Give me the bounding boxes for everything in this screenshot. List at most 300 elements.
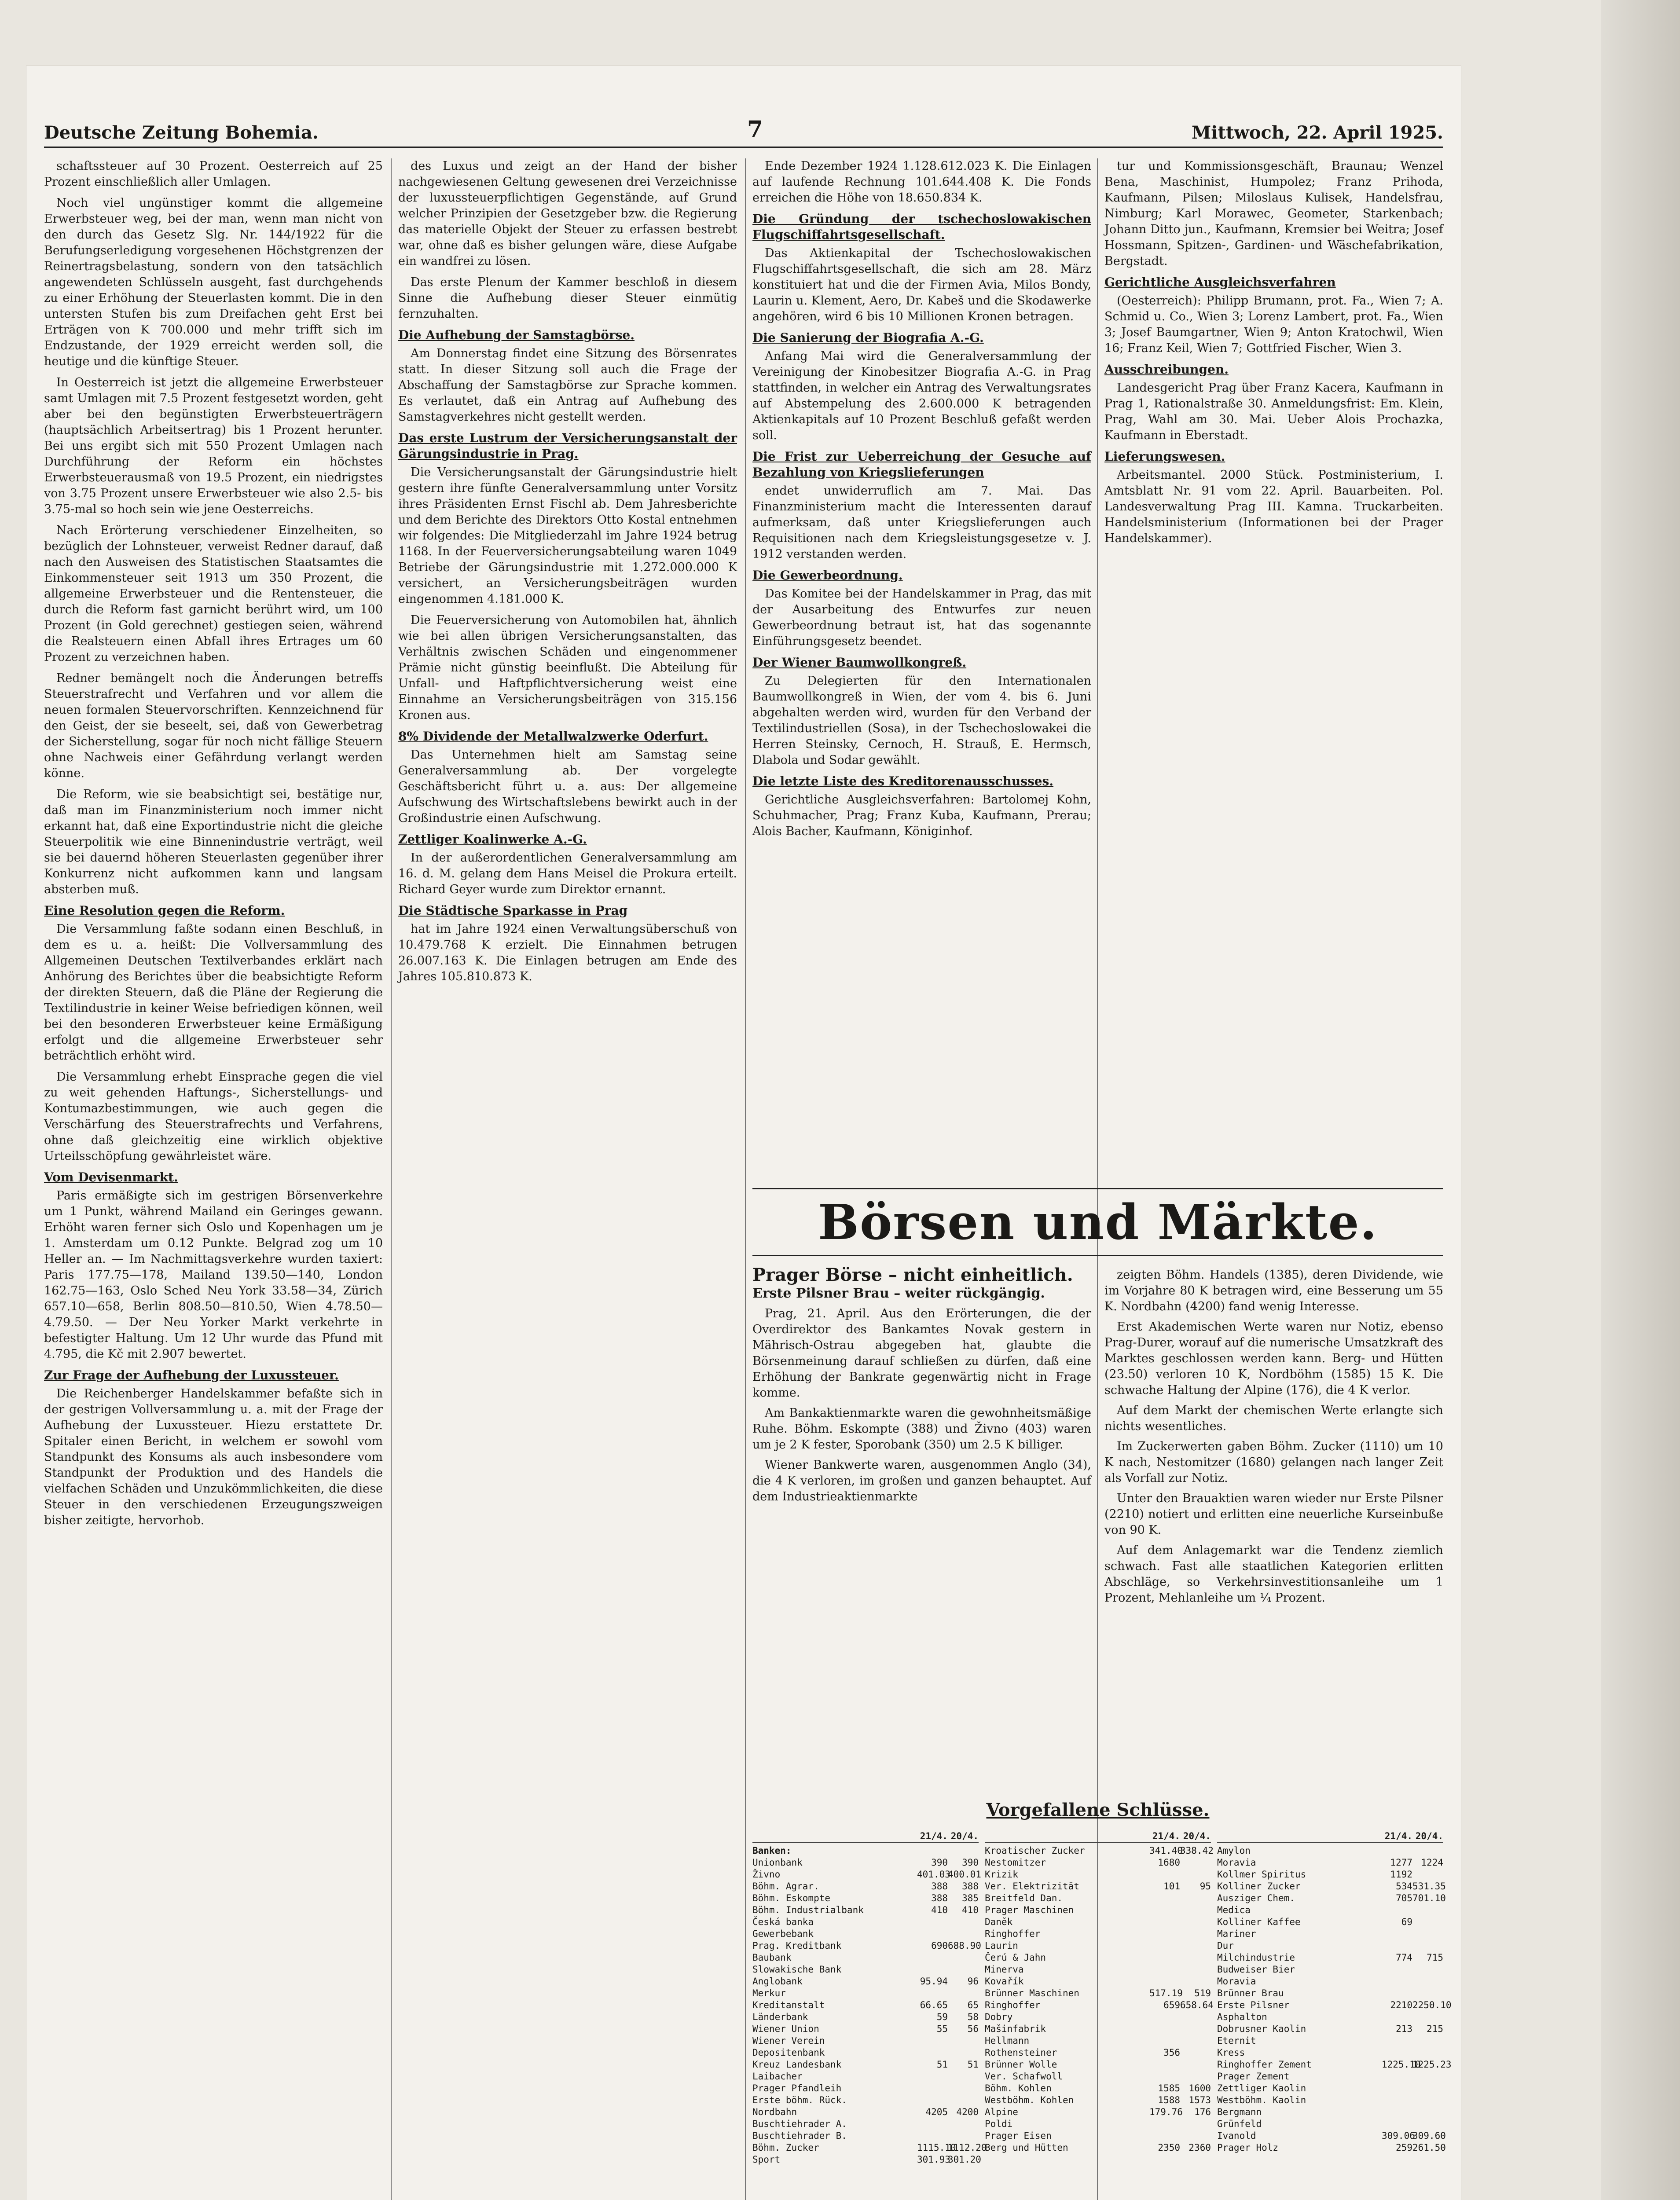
- quote-row: [985, 2035, 1211, 2047]
- quote-value: 705: [1396, 1893, 1412, 1903]
- report-paragraph: Wiener Bankwerte waren, ausgenommen Anglo (34), die 4 K verloren, im großen und ganzen behauptet. Auf dem Industrieaktienmarkte: [752, 1458, 1091, 1503]
- quote-value: 690: [931, 1940, 948, 1951]
- quote-row: [752, 2035, 979, 2047]
- quote-value: 1192: [1390, 1869, 1412, 1880]
- quote-value: [1180, 1940, 1211, 1952]
- quote-name: Kolliner Zucker: [1217, 1881, 1301, 1892]
- article-heading: Zur Frage der Aufhebung der Luxussteuer.: [44, 1368, 339, 1382]
- quotes-header-cell: [752, 1830, 917, 1842]
- quote-name: Prager Holz: [1217, 2142, 1279, 2153]
- quote-value: [1412, 1869, 1443, 1881]
- quote-value: 101: [1163, 1881, 1180, 1892]
- quote-name: Kreuz Landesbank: [752, 2059, 842, 2070]
- quote-name: Erste Pilsner: [1217, 2000, 1290, 2010]
- quote-row: [1217, 1964, 1443, 1976]
- quote-row: [1217, 2047, 1443, 2059]
- quote-value: 1600: [1188, 2083, 1211, 2094]
- article-paragraph: Noch viel ungünstiger kommt die allgemeine Erwerbsteuer weg, bei der man, wenn man nicht von den durch das Gesetz Slg. Nr. 144/1922 für die Berufungserledigung vorgesehenen Höchstgrenzen der Reinertragsbelastung, sondern von den tatsächlich angewendeten Schlüsseln ausgeht, fast durchgehends zu einer Erhöhung der Steuerlasten kommt. Die in den untersten Stufen bis zum Dreifachen geht Erst bei Erträgen von K 700.000 und mehr trifft sich im Endzustande, der 1929 erreicht werden soll, die heutige und die künftige Steuer.: [44, 196, 383, 368]
- quote-name: Ringhoffer: [985, 2000, 1041, 2010]
- quote-value: [1149, 2035, 1180, 2047]
- quote-value: [1382, 1987, 1412, 1999]
- quote-value: [1149, 2071, 1180, 2083]
- quote-row: [752, 2023, 979, 2035]
- quote-value: 356: [1163, 2047, 1180, 2058]
- quote-name: Ivanold: [1217, 2130, 1256, 2141]
- quote-name: Böhm. Zucker: [752, 2142, 819, 2153]
- quote-name: Brünner Wolle: [985, 2059, 1057, 2070]
- quote-name: Laurin: [985, 1940, 1018, 1951]
- article-paragraph: Die Versammlung erhebt Einsprache gegen die viel zu weit gehenden Haftungs-, Sicherstellungs- und Kontumazbestimmungen, wie auch gegen die Verschärfung des Steuerstrafrechts und Verfahrens, ohne daß gleichzeitig eine wirklich objektive Urteilsschöpfung gewährleistet wäre.: [44, 1070, 383, 1163]
- quote-value: 1277: [1390, 1857, 1412, 1868]
- quote-name: Ringhoffer: [985, 1929, 1041, 1939]
- quote-value: 309.06: [1382, 2130, 1415, 2141]
- article-paragraph: Am Donnerstag findet eine Sitzung des Börsenrates statt. In dieser Sitzung soll auch die Frage der Abschaffung der Samstagbörse zur Sprache kommen. Es verlautet, daß ein Antrag auf Aufhebung des Samstagverkehres nicht gestellt werden.: [398, 347, 737, 424]
- quote-row: [752, 2130, 979, 2142]
- quote-name: Prager Zement: [1217, 2071, 1290, 2082]
- quote-value: [1412, 2083, 1443, 2094]
- quote-name: Živno: [752, 1869, 781, 1880]
- quote-value: [1412, 1904, 1443, 1916]
- quote-row: [1217, 1869, 1443, 1881]
- quote-name: Alpine: [985, 2107, 1018, 2117]
- quote-row: [1217, 1976, 1443, 1987]
- masthead-left: Deutsche Zeitung Bohemia.: [44, 122, 319, 143]
- quote-name: Milchindustrie: [1217, 1952, 1295, 1963]
- quote-value: 1224: [1421, 1857, 1443, 1868]
- quote-name: Dur: [1217, 1940, 1234, 1951]
- quotes-header-cell: [985, 1830, 1149, 1842]
- quote-name: Česká banka: [752, 1917, 814, 1927]
- quote-value: [1382, 2118, 1412, 2130]
- quote-name: Prag. Kreditbank: [752, 1940, 842, 1951]
- quote-value: [1149, 1976, 1180, 1987]
- article-paragraph: Nach Erörterung verschiedener Einzelheiten, so bezüglich der Lohnsteuer, verweist Redner darauf, daß nach den Ausweisen des Statistischen Staatsamtes die Einkommensteuer seit 1913 um 350 Prozent, die allgemeine Erwerbsteuer und die Rentensteuer, die durch die Reform fast garnicht berührt wird, um 100 Prozent (in Gold gerechnet) gestiegen seien, während die Realsteuern einen Abfall ihres Ertrages um 60 Prozent zu verzeichnen haben.: [44, 524, 383, 664]
- quote-row: [752, 2154, 979, 2166]
- quote-value: 534: [1396, 1881, 1412, 1892]
- article-heading: Zettliger Koalinwerke A.-G.: [398, 832, 587, 847]
- quote-value: [1382, 1928, 1412, 1940]
- quote-value: [1382, 2047, 1412, 2059]
- quote-value: [1412, 2047, 1443, 2059]
- quote-value: 4205: [925, 2107, 948, 2117]
- article-paragraph: Die Feuerversicherung von Automobilen hat, ähnlich wie bei allen übrigen Versicherungsanstalten, das Verhältnis zwischen Schäden und eingenommener Prämie nicht günstig beeinflußt. Die Abteilung für Unfall- und Haftpflichtversicherung weist eine Einnahme an Versicherungsbeiträgen von 315.156 Kronen aus.: [398, 613, 737, 722]
- quotes-header-cell: 20/4.: [1183, 1831, 1211, 1841]
- scan-edge: [1601, 0, 1680, 2200]
- quote-value: [1180, 2071, 1211, 2083]
- quote-row: [985, 2059, 1211, 2071]
- quote-value: [1180, 1869, 1211, 1881]
- quote-name: Kress: [1217, 2047, 1245, 2058]
- quote-row: [752, 1857, 979, 1869]
- quote-row: [1217, 2011, 1443, 2023]
- quote-row: [1217, 2023, 1443, 2035]
- quotes-header-cell: 20/4.: [950, 1831, 979, 1841]
- quote-value: 1112.20: [948, 2142, 987, 2153]
- quote-row: [1217, 1916, 1443, 1928]
- quote-value: 388: [931, 1893, 948, 1903]
- quote-row: [985, 1916, 1211, 1928]
- quote-value: [917, 1916, 948, 1928]
- quote-value: [948, 1987, 979, 1999]
- quote-row: [1217, 2142, 1446, 2154]
- quote-value: 309.60: [1412, 2130, 1446, 2141]
- quote-name: Ver. Schafwoll: [985, 2071, 1063, 2082]
- quote-name: Böhm. Industrialbank: [752, 1905, 864, 1915]
- quote-name: Kroatischer Zucker: [985, 1845, 1085, 1856]
- quote-value: [1412, 2035, 1443, 2047]
- article-paragraph: Anfang Mai wird die Generalversammlung der Vereinigung der Kinobesitzer Biografia A.-G. in Prag stattfinden, in welcher ein Antrag des Verwaltungsrates auf Abstempelung des 2.600.000 K betragenden Aktienkapitals auf 10 Prozent Beschluß gefaßt werden soll.: [752, 349, 1091, 442]
- quote-name: Erste böhm. Rück.: [752, 2095, 847, 2105]
- quote-value: 1225.23: [1412, 2059, 1452, 2070]
- article-heading: Der Wiener Baumwollkongreß.: [752, 655, 967, 670]
- report-paragraph: Am Bankaktienmarkte waren die gewohnheitsmäßige Ruhe. Böhm. Eskompte (388) und Živno (403) waren um je 2 K fester, Sporobank (350) um 2.5 K billiger.: [752, 1406, 1091, 1452]
- article-paragraph: Das Aktienkapital der Tschechoslowakischen Flugschiffahrtsgesellschaft, die sich am 28. März konstituiert hat und die der Firmen Avia, Milos Bondy, Laurin u. Klement, Aero, Dr. Kabeš und die Skodawerke angehören, wird 6 bis 10 Millionen Kronen betragen.: [752, 246, 1091, 323]
- quote-value: 69: [1401, 1917, 1412, 1927]
- quote-row: [1217, 1952, 1443, 1964]
- masthead-date: Mittwoch, 22. April 1925.: [1191, 122, 1443, 143]
- article-paragraph: Landesgericht Prag über Franz Kacera, Kaufmann in Prag 1, Rationalstraße 30. Anmeldungsfrist: Em. Klein, Prag, Wahl am 30. Mai. Ueber Alois Prochazka, Kaufmann in Eberstadt.: [1104, 381, 1443, 442]
- quote-row: [1217, 2035, 1443, 2047]
- quote-value: 1588: [1158, 2095, 1180, 2105]
- quote-value: 65: [967, 2000, 979, 2010]
- quote-value: [948, 1928, 979, 1940]
- quote-name: Baubank: [752, 1952, 792, 1963]
- quote-value: 1585: [1158, 2083, 1180, 2094]
- quote-row: [985, 2023, 1211, 2035]
- quote-row: [985, 1904, 1211, 1916]
- quote-name: Länderbank: [752, 2012, 808, 2022]
- quote-name: Krizik: [985, 1869, 1018, 1880]
- article-heading: Die Frist zur Ueberreichung der Gesuche auf Bezahlung von Kriegslieferungen: [752, 449, 1091, 480]
- quote-value: 658.64: [1180, 2000, 1214, 2010]
- quote-row: [985, 1952, 1211, 1964]
- quote-value: 96: [967, 1976, 979, 1987]
- quote-name: Sport: [752, 2154, 781, 2165]
- quote-value: [1149, 1904, 1180, 1916]
- quote-row: [1217, 2083, 1443, 2094]
- report-paragraph: Auf dem Anlagemarkt war die Tendenz ziemlich schwach. Fast alle staatlichen Kategorien erlitten Abschläge, so Verkehrsinvestitionsanleihe um 1 Prozent, Mehlanleihe um ¼ Prozent.: [1104, 1544, 1443, 1605]
- quote-name: Ausziger Chem.: [1217, 1893, 1295, 1903]
- quote-value: [1412, 1928, 1443, 1940]
- article-paragraph: Die Versammlung faßte sodann einen Beschluß, in dem es u. a. heißt: Die Vollversammlung des Allgemeinen Deutschen Textilverbandes erklärt nach Anhörung des Berichtes über die beabsichtigte Reform der direkten Steuern, daß die Pläne der Regierung die Textilindustrie in keiner Weise befriedigen können, weil bei den besonderen Erwerbsteuer keine Ermäßigung erfolgt und die allgemeine Erwerbsteuer sehr beträchtlich erhöht wird.: [44, 922, 383, 1063]
- columns: [44, 158, 1452, 2200]
- quote-value: [948, 2094, 979, 2106]
- quote-name: Moravia: [1217, 1976, 1256, 1987]
- quote-name: Böhm. Kohlen: [985, 2083, 1052, 2094]
- quote-value: [1412, 1964, 1443, 1976]
- quote-name: Kolliner Kaffee: [1217, 1917, 1301, 1927]
- quote-name: Asphalton: [1217, 2012, 1267, 2022]
- quote-name: Westböhm. Kohlen: [985, 2095, 1074, 2105]
- article-paragraph: In der außerordentlichen Generalversammlung am 16. d. M. gelang dem Hans Meisel die Prokura erteilt. Richard Geyer wurde zum Direktor ernannt.: [398, 851, 737, 896]
- quote-value: 341.40: [1149, 1845, 1183, 1856]
- quotes-table: [752, 1830, 1452, 2200]
- quote-name: Depositenbank: [752, 2047, 825, 2058]
- quote-value: [1412, 2071, 1443, 2083]
- market-report: [752, 1267, 1091, 1509]
- quote-value: 519: [1194, 1988, 1211, 1998]
- quote-value: [1180, 1928, 1211, 1940]
- quote-row: [752, 1869, 979, 1881]
- quote-value: 1573: [1188, 2095, 1211, 2105]
- quote-row: [752, 2142, 987, 2154]
- quotes-header-cell: [1217, 1830, 1382, 1842]
- quote-value: 2360: [1188, 2142, 1211, 2153]
- quote-row: [985, 2130, 1211, 2142]
- quote-value: [1382, 2106, 1412, 2118]
- article-paragraph: Ende Dezember 1924 1.128.612.023 K. Die Einlagen auf laufende Rechnung 101.644.408 K. Die Fonds erreichen die Höhe von 18.650.834 K.: [752, 159, 1091, 205]
- quote-value: 401.03: [917, 1869, 950, 1880]
- quote-value: [917, 1928, 948, 1940]
- quote-value: 51: [936, 2059, 948, 2070]
- quote-value: [917, 2071, 948, 2083]
- quote-value: [1149, 1964, 1180, 1976]
- quote-row: [1217, 1845, 1443, 1857]
- quote-value: [1180, 2130, 1211, 2142]
- quote-name: Slowakische Bank: [752, 1964, 842, 1975]
- quote-row: [985, 1976, 1211, 1987]
- quotes-header: [985, 1830, 1211, 1843]
- quote-name: Brünner Brau: [1217, 1988, 1284, 1998]
- quote-value: [1412, 1987, 1443, 1999]
- quote-value: [1412, 2094, 1443, 2106]
- quote-name: Moravia: [1217, 1857, 1256, 1868]
- quote-name: Wiener Union: [752, 2024, 819, 2034]
- article-paragraph: Das Komitee bei der Handelskammer in Prag, das mit der Ausarbeitung des Entwurfes zur neuen Gewerbeordnung betraut ist, hat das sogenannte Einführungsgesetz beendet.: [752, 587, 1091, 648]
- newspaper-page: [26, 66, 1461, 2200]
- quote-row: [752, 1892, 979, 1904]
- quote-row: [752, 2118, 979, 2130]
- quote-name: Poldi: [985, 2119, 1013, 2129]
- quote-value: [917, 2035, 948, 2047]
- quote-value: [1149, 1952, 1180, 1964]
- article-paragraph: Das Unternehmen hielt am Samstag seine Generalversammlung ab. Der vorgelegte Geschäftsbericht führt u. a. aus: Der allgemeine Aufschwung des Wirtschaftslebens bewirkt auch in der Großindustrie einen Aufschwung.: [398, 748, 737, 825]
- quote-value: [948, 2071, 979, 2083]
- quote-row: [1217, 2071, 1443, 2083]
- quote-value: 531.35: [1412, 1881, 1446, 1892]
- quote-name: Mariner: [1217, 1929, 1256, 1939]
- quote-value: [1149, 2023, 1180, 2035]
- quote-value: [1180, 1964, 1211, 1976]
- quote-name: Böhm. Agrar.: [752, 1881, 819, 1892]
- quote-name: Dobrusner Kaolin: [1217, 2024, 1306, 2034]
- report-subhead: Erste Pilsner Brau – weiter rückgängig.: [752, 1286, 1045, 1301]
- article-paragraph: Das erste Plenum der Kammer beschloß in diesem Sinne die Aufhebung dieser Steuer einmütig fernzuhalten.: [398, 275, 737, 321]
- quote-name: Čerú & Jahn: [985, 1952, 1046, 1963]
- quote-value: 301.20: [948, 2154, 981, 2165]
- quote-row: [752, 1916, 979, 1928]
- quote-row: [752, 2071, 979, 2083]
- quote-value: 1225.10: [1382, 2059, 1421, 2070]
- quotes-column: [752, 1830, 987, 2200]
- quote-value: 261.50: [1412, 2142, 1446, 2153]
- report-paragraph: Prag, 21. April. Aus den Erörterungen, die der Overdirektor des Bankamtes Novak gestern in Mährisch-Ostrau abgegeben hat, glaubte die Börsenmeinung darauf schließen zu dürfen, daß eine Erhöhung der Bankrate gegenwärtig nicht in Frage komme.: [752, 1307, 1091, 1400]
- quote-row: [985, 1940, 1211, 1952]
- quote-row: [752, 2083, 979, 2094]
- quotes-header-cell: 21/4.: [920, 1831, 948, 1841]
- quote-row: [1217, 2106, 1443, 2118]
- quote-name: Buschtiehrader B.: [752, 2130, 847, 2141]
- quote-row: [752, 1928, 979, 1940]
- article-heading: Die Gründung der tschechoslowakischen Flugschiffahrtsgesellschaft.: [752, 212, 1091, 242]
- quote-name: Buschtiehrader A.: [752, 2119, 847, 2129]
- quote-value: 390: [962, 1857, 979, 1868]
- quote-value: 301.93: [917, 2154, 950, 2165]
- quote-value: 4200: [956, 2107, 979, 2117]
- quote-value: 2350: [1158, 2142, 1180, 2153]
- quote-value: [1149, 2059, 1180, 2071]
- quote-row: [985, 2011, 1211, 2023]
- quote-value: [917, 2094, 948, 2106]
- column-rule: [745, 158, 746, 2200]
- quote-value: [1412, 2011, 1443, 2023]
- quote-name: Merkur: [752, 1988, 786, 1998]
- quote-value: 176: [1194, 2107, 1211, 2117]
- quote-name: Budweiser Bier: [1217, 1964, 1295, 1975]
- quote-value: [948, 1952, 979, 1964]
- quotes-column: [985, 1830, 1214, 2200]
- quote-value: 179.76: [1149, 2107, 1183, 2117]
- quote-value: 388: [931, 1881, 948, 1892]
- quote-value: [1382, 1845, 1412, 1857]
- quote-name: Hellmann: [985, 2035, 1030, 2046]
- quote-value: 659: [1163, 2000, 1180, 2010]
- quote-name: Minerva: [985, 1964, 1024, 1975]
- article-paragraph: Die Versicherungsanstalt der Gärungsindustrie hielt gestern ihre fünfte Generalversammlung unter Vorsitz ihres Präsidenten Ernst Fischl ab. Dem Jahresberichte und dem Berichte des Direktors Otto Kostal entnehmen wir folgendes: Die Mitgliederzahl im Jahre 1924 betrug 1168. In der Feuerversicherungsabteilung waren 1049 Betriebe der Gärungsindustrie mit 1.272.000.000 K versichert, an Versicherungsbeiträgen wurden eingenommen 4.181.000 K.: [398, 466, 737, 606]
- article-paragraph: Arbeitsmantel. 2000 Stück. Postministerium, I. Amtsblatt Nr. 91 vom 22. April. Bauarbeiten. Pol. Landesverwaltung Prag III. Kamna. Truckarbeiten. Handelsministerium (Informationen bei der Prager Handelskammer).: [1104, 468, 1443, 545]
- quote-value: [1382, 2035, 1412, 2047]
- article-heading: Ausschreibungen.: [1104, 362, 1229, 377]
- quote-name: Bergmann: [1217, 2107, 1262, 2117]
- quote-row: [985, 1987, 1211, 1999]
- section-title: Börsen und Märkte.: [752, 1188, 1443, 1256]
- quote-value: [1412, 1845, 1443, 1857]
- quote-row: [1217, 1904, 1443, 1916]
- quote-row: [1217, 1999, 1452, 2011]
- quote-value: [1382, 2071, 1412, 2083]
- quote-row: [752, 1952, 979, 1964]
- quote-value: 58: [967, 2012, 979, 2022]
- quote-value: [1149, 2130, 1180, 2142]
- quote-value: 259: [1396, 2142, 1412, 2153]
- quote-value: [1382, 1976, 1412, 1987]
- quote-row: [1217, 1892, 1446, 1904]
- quote-value: [948, 2130, 979, 2142]
- quotes-header: [752, 1830, 979, 1843]
- quote-value: [1180, 1892, 1211, 1904]
- quote-value: 56: [967, 2024, 979, 2034]
- quote-value: 2210: [1390, 2000, 1412, 2010]
- report-headline: Prager Börse – nicht einheitlich.: [752, 1265, 1073, 1285]
- article-heading: Gerichtliche Ausgleichsverfahren: [1104, 275, 1336, 290]
- quote-row: [1217, 2130, 1446, 2142]
- article-paragraph: Die Reform, wie sie beabsichtigt sei, bestätige nur, daß man im Finanzministerium noch immer nicht erkannt hat, daß eine Exportindustrie nicht die gleiche Steuerpolitik wie eine Binnenindustrie verträgt, weil sie bei dauernd höheren Steuerlasten gegenüber ihrer Konkurrenz nicht aufkommen kann und langsam absterben muß.: [44, 788, 383, 896]
- quote-value: [1149, 1892, 1180, 1904]
- quote-value: 338.42: [1180, 1845, 1214, 1856]
- article-paragraph: tur und Kommissionsgeschäft, Braunau; Wenzel Bena, Maschinist, Humpolez; Franz Prihoda, Kaufmann, Pilsen; Miloslaus Kulisek, Handelsfrau, Nimburg; Karl Morawec, Geometer, Starkenbach; Johann Ditto jun., Kaufmann, Kremsier bei Weitra; Josef Hossmann, Spitzen-, Gardinen- und Wäschefabrikation, Bergstadt.: [1104, 159, 1443, 268]
- quote-row: [985, 2094, 1211, 2106]
- quote-name: Westböhm. Kaolin: [1217, 2095, 1306, 2105]
- quote-value: [1180, 2023, 1211, 2035]
- quote-row: [985, 2047, 1211, 2059]
- quote-name: Kollmer Spiritus: [1217, 1869, 1306, 1880]
- quote-name: Grünfeld: [1217, 2119, 1262, 2129]
- article-heading: Die Gewerbeordnung.: [752, 568, 903, 583]
- quote-value: [948, 2047, 979, 2059]
- quote-row: [985, 1845, 1214, 1857]
- column-2: [398, 158, 737, 2200]
- article-heading: Die Sanierung der Biografia A.-G.: [752, 330, 984, 345]
- article-heading: Lieferungswesen.: [1104, 449, 1225, 464]
- quote-value: 390: [931, 1857, 948, 1868]
- quote-row: [1217, 2094, 1443, 2106]
- quote-value: 388: [962, 1881, 979, 1892]
- quote-value: [1412, 2106, 1443, 2118]
- quote-value: [1180, 1904, 1211, 1916]
- article-paragraph: Zu Delegierten für den Internationalen Baumwollkongreß in Wien, der vom 4. bis 6. Juni abgehalten werden wird, wurden für den Verband der Textilindustriellen (Sosa), in der Tschechoslowakei die Herren Steinsky, Cernoch, H. Strauß, E. Hermsch, Dlabola und Sodar gewählt.: [752, 674, 1091, 767]
- quote-row: [985, 1928, 1211, 1940]
- quote-name: Eternit: [1217, 2035, 1256, 2046]
- quote-value: [1412, 2118, 1443, 2130]
- quote-value: [1382, 1904, 1412, 1916]
- quote-row: [985, 1869, 1211, 1881]
- quote-name: Prager Maschinen: [985, 1905, 1074, 1915]
- quote-row: [1217, 2118, 1443, 2130]
- quote-value: [1180, 2011, 1211, 2023]
- quote-value: [1180, 1976, 1211, 1987]
- quote-row: [752, 1964, 979, 1976]
- quote-value: 66.65: [920, 2000, 948, 2010]
- quote-row: [985, 1999, 1214, 2011]
- column-rule: [391, 158, 392, 2200]
- quote-value: [1149, 2118, 1180, 2130]
- quote-name: Prager Eisen: [985, 2130, 1052, 2141]
- quote-name: Wiener Verein: [752, 2035, 825, 2046]
- article-heading: Vom Devisenmarkt.: [44, 1170, 178, 1184]
- quote-value: 517.19: [1149, 1988, 1183, 1998]
- quote-value: 400.01: [948, 1869, 981, 1880]
- quote-name: Gewerbebank: [752, 1929, 814, 1939]
- quote-row: [985, 2106, 1211, 2118]
- quote-name: Brünner Maschinen: [985, 1988, 1079, 1998]
- quotes-header: [1217, 1830, 1443, 1843]
- column-4: [1104, 158, 1443, 1091]
- article-paragraph: In Oesterreich ist jetzt die allgemeine Erwerbsteuer samt Umlagen mit 7.5 Prozent festgesetzt worden, geht aber bei den begünstigten Erwerbsteuerträgern (hauptsächlich Arbeitsertrag) bis 1 Prozent herunter. Bei uns ergibt sich mit 550 Prozent Umlagen nach Durchführung der Reform ein höchstes Erwerbsteuerausmaß von 19.5 Prozent, ein niedrigstes von 3.75 Prozent unsere Erwerbsteuer wie also 2.5- bis 3.75-mal so hoch sein wie jene Oesterreichs.: [44, 376, 383, 516]
- quotes-title: Vorgefallene Schlüsse.: [986, 1800, 1210, 1820]
- quote-name: Laibacher: [752, 2071, 803, 2082]
- quote-name: Ver. Elektrizität: [985, 1881, 1079, 1892]
- report-paragraph: Im Zuckerwerten gaben Böhm. Zucker (1110) um 10 K nach, Nestomitzer (1680) gelangen nach langer Zeit als Vorfall zur Notiz.: [1104, 1440, 1443, 1485]
- quote-value: [1180, 1952, 1211, 1964]
- quote-value: 55: [936, 2024, 948, 2034]
- quote-row: [1217, 1881, 1446, 1892]
- quote-name: Dobry: [985, 2012, 1013, 2022]
- quote-value: 215: [1427, 2024, 1443, 2034]
- quote-row: [985, 1881, 1211, 1892]
- quote-value: 95: [1199, 1881, 1211, 1892]
- article-paragraph: (Oesterreich): Philipp Brumann, prot. Fa., Wien 7; A. Schmid u. Co., Wien 3; Lorenz Lambert, prot. Fa., Wien 3; Josef Baumgartner, Wien 9; Anton Kratochwil, Wien 16; Franz Keil, Wien 7; Gottfried Fischer, Wien 3.: [1104, 294, 1443, 355]
- quote-value: 95.94: [920, 1976, 948, 1987]
- quote-value: 410: [931, 1905, 948, 1915]
- quote-row: [985, 2118, 1211, 2130]
- quote-row: [752, 2094, 979, 2106]
- article-paragraph: endet unwiderruflich am 7. Mai. Das Finanzministerium macht die Interessenten darauf aufmerksam, daß unter Kriegslieferungen auch Requisitionen nach dem Kriegsleistungsgesetze v. J. 1912 verstanden werden.: [752, 484, 1091, 561]
- quote-name: Zettliger Kaolin: [1217, 2083, 1306, 2094]
- report-paragraph: Auf dem Markt der chemischen Werte erlangte sich nichts wesentliches.: [1104, 1404, 1443, 1433]
- quote-value: [1149, 1928, 1180, 1940]
- quote-value: [917, 2083, 948, 2094]
- quote-row: [985, 2071, 1211, 2083]
